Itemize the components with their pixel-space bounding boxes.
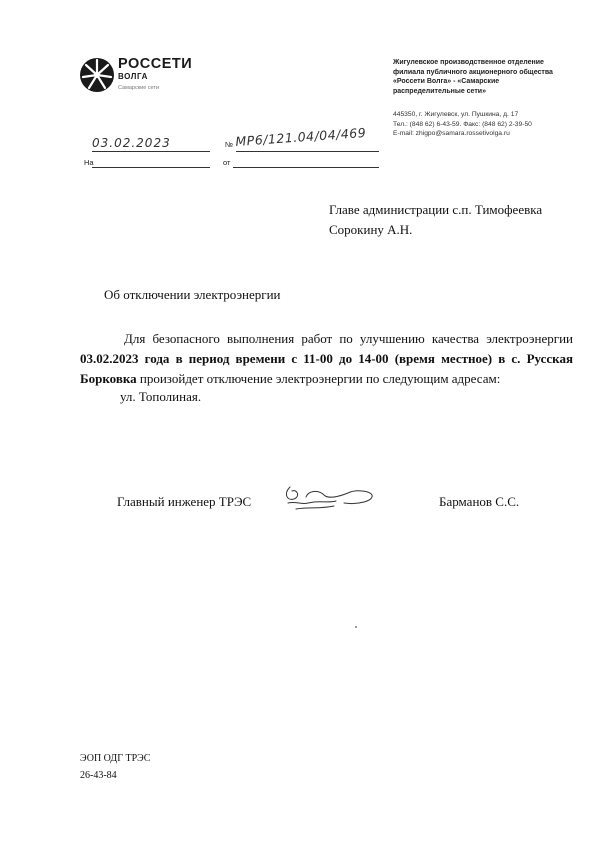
brand-subtitle: ВОЛГА [118,72,149,81]
on-label: На [84,158,94,167]
brand-name: РОССЕТИ [118,56,193,72]
stray-mark [355,626,357,628]
organization-name [393,58,573,97]
para-text: Для безопасного выполнения работ по улучшению качества электроэнергии [124,331,573,346]
org-line: Жигулевское производственное отделение [393,59,544,66]
date-underline [92,151,210,152]
street-address: ул. Тополиная. [120,389,202,404]
executor-phone: 26-43-84 [80,770,117,781]
org-line: «Россети Волга» - «Самарские [393,78,500,86]
address-line: 445350, г. Жигулевск, ул. Пушкина, д. 17 [393,111,519,118]
letter-date: 03.02.2023 [92,136,171,150]
brand-branch: Самарские сети [118,85,160,91]
para-bold-text: 03.02.2023 года в период времени с 11-00 до 14-00 (время местное) в с. Русская Борковка [80,351,573,386]
executor-department: ЭОП ОДГ ТРЭС [80,753,151,764]
body-paragraph [80,329,573,389]
letter-number: МР6/121.04/04/469 [234,124,367,149]
phone-line: Тел.: (848 62) 6-43-59. Факс: (848 62) 2-39-50 [393,120,532,128]
letter-subject: Об отключении электроэнергии [104,287,281,302]
number-label: № [225,140,234,149]
org-line: распределительные сети» [393,88,486,96]
org-line: филиала публичного акционерного общества [393,68,553,76]
rosseti-logo-icon [79,57,115,93]
on-underline [92,167,210,168]
number-underline [236,151,379,152]
ot-underline [233,167,379,168]
signer-name: Барманов С.С. [439,494,520,509]
contact-info [393,110,573,139]
signer-title: Главный инженер ТРЭС [117,494,252,509]
handwritten-signature [278,479,378,519]
para-text-end: произойдет отключение электроэнергии по следующим адресам: [136,371,501,386]
addressee-name: Сорокину А.Н. [329,222,413,237]
ot-label: от [223,158,231,167]
email-line: E-mail: zhigpo@samara.rossetivolga.ru [393,130,510,137]
addressee-title: Главе администрации с.п. Тимофеевка [329,202,543,217]
